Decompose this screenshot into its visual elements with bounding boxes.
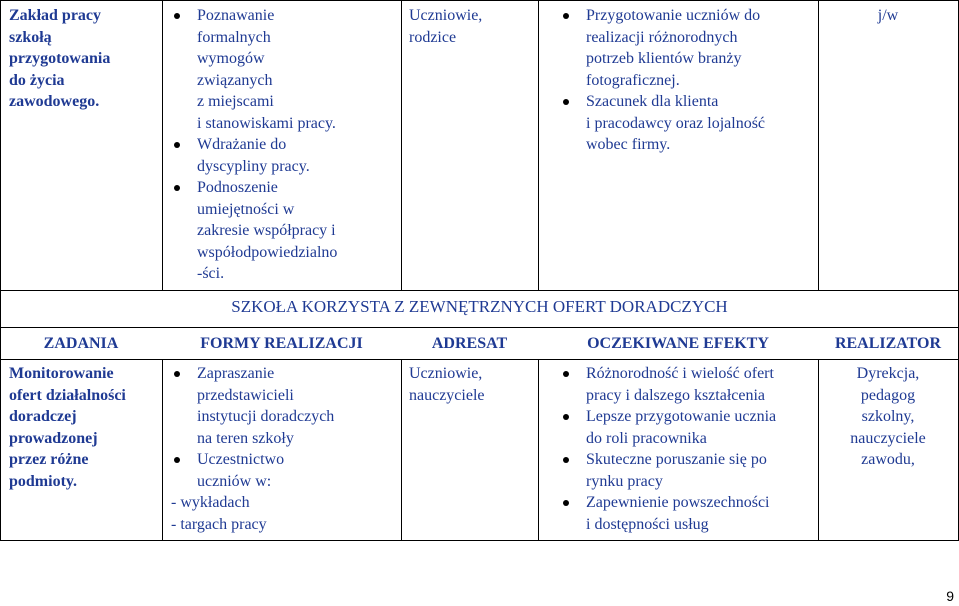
list-item — [171, 363, 399, 449]
text-line: nauczyciele — [850, 429, 926, 447]
text-line: Różnorodność i wielość ofert — [586, 365, 774, 382]
text-line: Lepsze przygotowanie ucznia — [586, 408, 777, 425]
text-line: wobec firmy. — [586, 136, 671, 153]
bullet-icon — [174, 457, 180, 463]
col-divider — [162, 0, 163, 290]
bullet-icon — [174, 185, 180, 191]
col-divider — [401, 0, 402, 290]
text-line: Zapewnienie powszechności — [586, 494, 770, 511]
top-formy-cell — [171, 5, 399, 285]
top-adresat-cell — [409, 5, 534, 48]
bullet-icon — [563, 99, 569, 105]
bottom-realizator-cell — [818, 363, 958, 471]
bullet-icon — [563, 500, 569, 506]
text-line: uczniów w: — [197, 472, 272, 490]
list-item — [560, 492, 816, 535]
text-line: Dyrekcja, — [856, 365, 920, 382]
text-line: Poznawanie — [197, 7, 275, 24]
header-row-bottom-border — [0, 359, 959, 360]
header-formy: FORMY REALIZACJI — [200, 335, 363, 352]
col-divider — [162, 359, 163, 540]
list-item — [560, 363, 816, 406]
text-line: Skuteczne poruszanie się po — [586, 451, 767, 468]
text-line: Monitorowanie — [9, 365, 114, 382]
text-line: instytucji doradczych — [197, 408, 335, 425]
text-line: ofert działalności — [9, 386, 126, 404]
list-item — [560, 449, 816, 492]
text-line: i pracodawcy oraz lojalność — [586, 114, 766, 132]
text-line: rynku pracy — [586, 472, 663, 490]
text-line: Wdrażanie do — [197, 136, 287, 153]
header-adresat: ADRESAT — [431, 335, 508, 352]
text-line: i dostępności usług — [586, 515, 709, 533]
list-item — [171, 177, 399, 285]
bullet-icon — [563, 371, 569, 377]
section-title: SZKOŁA KORZYSTA Z ZEWNĘTRZNYCH OFERT DORADCZYCH — [231, 297, 728, 316]
text-line: nauczyciele — [409, 386, 485, 404]
text-line: Uczniowie, — [409, 365, 483, 382]
text-line: i stanowiskami pracy. — [197, 114, 336, 132]
text-line: na teren szkoły — [197, 429, 294, 447]
text-line: zawodu, — [861, 451, 915, 468]
text-line: Uczniowie, — [409, 7, 483, 24]
table-bottom-border — [0, 540, 959, 541]
text-line: - wykładach — [171, 494, 250, 511]
text-line: Szacunek dla klienta — [586, 93, 719, 110]
text-line: potrzeb klientów branży — [586, 50, 742, 67]
text-line: Zakład pracy — [9, 7, 102, 24]
text-line: szkolny, — [861, 408, 915, 425]
bullet-icon — [563, 457, 569, 463]
text-line: Uczestnictwo — [197, 451, 285, 468]
text-line: formalnych — [197, 28, 271, 46]
bullet-icon — [563, 13, 569, 19]
text-line: -ści. — [197, 265, 225, 282]
list-item — [171, 449, 399, 492]
list-item — [171, 134, 399, 177]
text-line: zakresie współpracy i — [197, 222, 336, 239]
text-line: doradczej — [9, 408, 77, 425]
top-zadania-cell — [9, 5, 159, 113]
bottom-formy-cell — [171, 363, 399, 535]
text-line: związanych — [197, 71, 273, 89]
page-number: 9 — [946, 588, 954, 604]
top-realizator-cell — [818, 5, 958, 27]
text-line: fotograficznej. — [586, 71, 680, 89]
bottom-zadania-cell — [9, 363, 159, 492]
text-line: do życia — [9, 71, 65, 89]
text-line: j/w — [877, 7, 899, 24]
section-title-top-border — [0, 290, 959, 291]
bullet-icon — [174, 371, 180, 377]
text-line: pedagog — [860, 386, 916, 404]
text-line: umiejętności w — [197, 200, 295, 218]
text-line: przez różne — [9, 451, 89, 468]
text-line: Podnoszenie — [197, 179, 278, 196]
text-line: z miejscami — [197, 93, 274, 110]
list-item — [560, 5, 816, 91]
text-line: przedstawicieli — [197, 386, 294, 404]
text-line: zawodowego. — [9, 93, 100, 110]
text-line: rodzice — [409, 28, 457, 46]
text-line: do roli pracownika — [586, 429, 707, 447]
col-divider — [0, 0, 1, 540]
text-line: realizacji różnorodnych — [586, 28, 738, 46]
list-item — [560, 406, 816, 449]
text-line: Zapraszanie — [197, 365, 275, 382]
text-line: Przygotowanie uczniów do — [586, 7, 761, 24]
text-line: szkołą — [9, 28, 52, 46]
list-item — [560, 91, 816, 156]
bullet-icon — [563, 414, 569, 420]
bullet-icon — [174, 142, 180, 148]
bottom-efekty-cell — [560, 363, 816, 535]
table-top-border — [0, 0, 959, 1]
text-line: wymogów — [197, 50, 265, 67]
text-line: pracy i dalszego kształcenia — [586, 386, 766, 404]
col-divider — [818, 0, 819, 290]
bottom-adresat-cell — [409, 363, 534, 406]
text-line: dyscypliny pracy. — [197, 157, 310, 175]
list-item — [171, 5, 399, 134]
col-divider — [401, 359, 402, 540]
bullet-icon — [174, 13, 180, 19]
top-efekty-cell — [560, 5, 816, 156]
text-line: podmioty. — [9, 472, 78, 490]
text-line: - targach pracy — [171, 515, 267, 533]
header-zadania: ZADANIA — [43, 335, 119, 352]
col-divider — [538, 0, 539, 290]
text-line: prowadzonej — [9, 429, 98, 447]
header-efekty: OCZEKIWANE EFEKTY — [587, 335, 769, 352]
text-line: współodpowiedzialno — [197, 243, 338, 261]
header-row-top-border — [0, 327, 959, 328]
col-divider — [538, 359, 539, 540]
text-line: przygotowania — [9, 50, 111, 67]
header-realizator: REALIZATOR — [834, 335, 942, 352]
